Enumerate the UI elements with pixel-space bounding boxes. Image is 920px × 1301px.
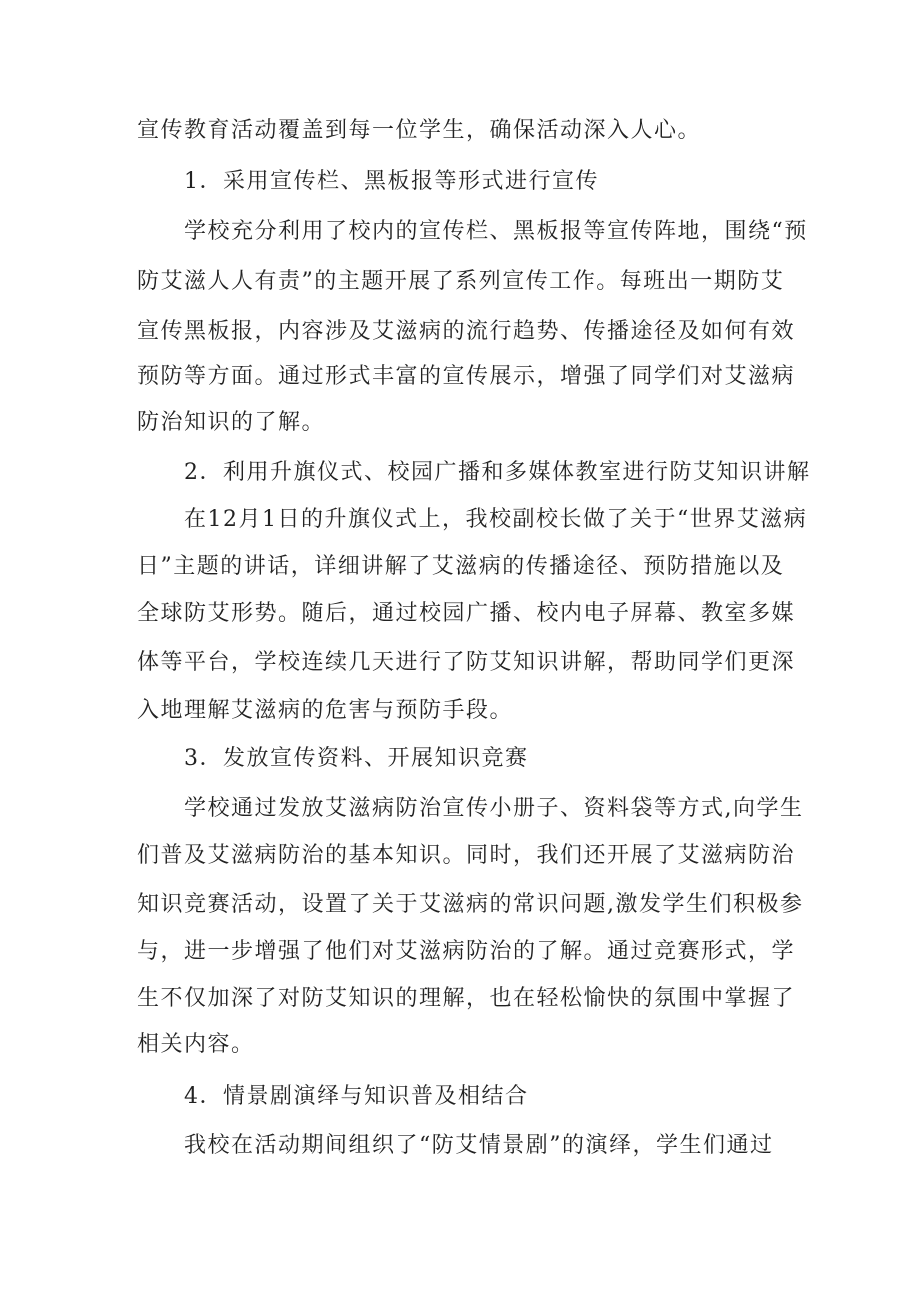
paragraph-line: 我校在活动期间组织了“防艾情景剧”的演绎，学生们通过	[184, 1133, 774, 1158]
paragraph-line: 们普及艾滋病防治的基本知识。同时，我们还开展了艾滋病防治	[137, 843, 796, 868]
section-heading-1: 1．采用宣传栏、黑板报等形式进行宣传	[184, 169, 599, 194]
paragraph-line: 宣传黑板报，内容涉及艾滋病的流行趋势、传播途径及如何有效	[137, 319, 796, 344]
paragraph-line: 防艾滋人人有责”的主题开展了系列宣传工作。每班出一期防艾	[137, 269, 785, 294]
paragraph-line: 全球防艾形势。随后，通过校园广播、校内电子屏幕、教室多媒	[137, 601, 796, 626]
paragraph-line: 在12月1日的升旗仪式上，我校副校长做了关于“世界艾滋病	[184, 507, 808, 532]
section-heading-4: 4．情景剧演绎与知识普及相结合	[184, 1084, 529, 1109]
paragraph-line: 相关内容。	[137, 1032, 255, 1057]
section-heading-3: 3．发放宣传资料、开展知识竞赛	[184, 746, 529, 771]
paragraph-line: 生不仅加深了对防艾知识的理解，也在轻松愉快的氛围中掌握了	[137, 986, 796, 1011]
paragraph-line: 宣传教育活动覆盖到每一位学生，确保活动深入人心。	[137, 118, 702, 143]
paragraph-line: 入地理解艾滋病的危害与预防手段。	[137, 698, 514, 723]
paragraph-line: 日”主题的讲话，详细讲解了艾滋病的传播途径、预防措施以及	[137, 554, 785, 579]
paragraph-line: 学校充分利用了校内的宣传栏、黑板报等宣传阵地，围绕“预	[184, 219, 808, 244]
paragraph-line: 防治知识的了解。	[137, 410, 326, 435]
paragraph-line: 体等平台，学校连续几天进行了防艾知识讲解，帮助同学们更深	[137, 650, 796, 675]
paragraph-line: 知识竞赛活动，设置了关于艾滋病的常识问题,激发学生们积极参	[137, 892, 804, 917]
paragraph-line: 学校通过发放艾滋病防治宣传小册子、资料袋等方式,向学生	[184, 796, 804, 821]
section-heading-2: 2．利用升旗仪式、校园广播和多媒体教室进行防艾知识讲解	[184, 460, 811, 485]
paragraph-line: 与，进一步增强了他们对艾滋病防治的了解。通过竞赛形式，学	[137, 939, 796, 964]
paragraph-line: 预防等方面。通过形式丰富的宣传展示，增强了同学们对艾滋病	[137, 364, 796, 389]
